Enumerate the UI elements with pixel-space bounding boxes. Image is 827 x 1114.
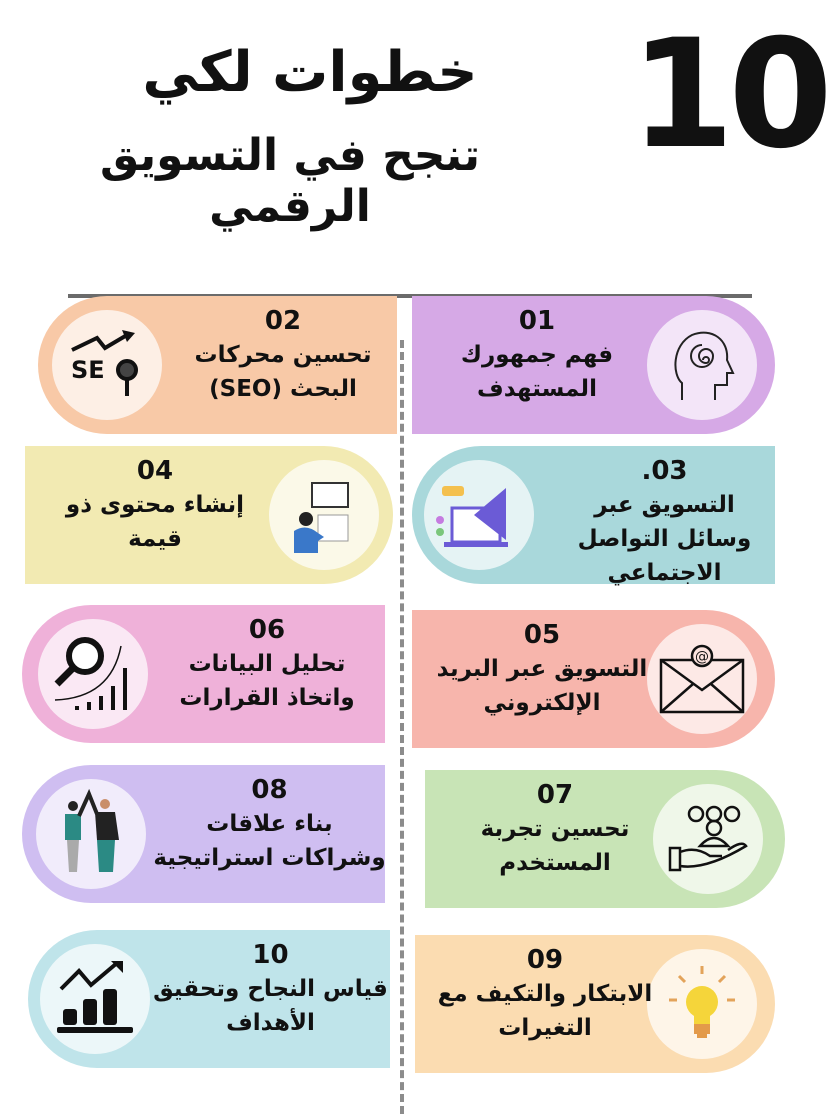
head-spiral-icon [647, 310, 757, 420]
step-number: 03. [641, 456, 688, 486]
step-number: 10 [252, 940, 289, 970]
step-card-04 [25, 446, 393, 584]
step-number: 09 [526, 945, 564, 975]
big-number: 10 [630, 8, 827, 182]
megaphone-icon [424, 460, 534, 570]
step-card-03 [412, 446, 775, 584]
step-number: 06 [248, 615, 286, 645]
dashed-center-line [400, 340, 404, 1114]
step-label: الابتكار والتكيف مع التغيرات [437, 981, 653, 1041]
step-label: تحسين محركات البحث (SEO) [194, 342, 372, 402]
step-card-02 [38, 296, 397, 434]
step-label: قياس النجاح وتحقيق الأهداف [153, 976, 388, 1036]
step-number: 01 [518, 306, 556, 336]
step-card-01 [412, 296, 775, 434]
step-card-06 [22, 605, 385, 743]
step-number: 07 [536, 780, 574, 810]
title-line-2: تنجح في التسويق الرقمي [100, 130, 480, 232]
data-analysis-icon [38, 619, 148, 729]
step-number: 08 [251, 775, 288, 805]
step-label: بناء علاقات وشراكات استراتيجية [153, 811, 386, 871]
step-label: التسويق عبر وسائل التواصل الاجتماعي [577, 492, 752, 586]
step-label: إنشاء محتوى ذو قيمة [65, 492, 245, 552]
step-number: 05 [523, 620, 561, 650]
title-line-1: خطوات لكي [142, 40, 478, 105]
step-number: 04 [136, 456, 174, 486]
step-card-09 [415, 935, 775, 1073]
content-creator-icon [269, 460, 379, 570]
growth-chart-icon [40, 944, 150, 1054]
step-card-05 [412, 610, 775, 748]
users-hand-icon [653, 784, 763, 894]
step-card-10 [28, 930, 390, 1068]
step-card-07 [425, 770, 785, 908]
svg-text:@: @ [695, 649, 709, 665]
email-icon [647, 624, 757, 734]
svg-text:SE: SE [71, 356, 105, 384]
step-label: تحليل البيانات واتخاذ القرارات [179, 651, 355, 711]
step-number: 02 [264, 306, 302, 336]
high-five-icon [36, 779, 146, 889]
step-label: التسويق عبر البريد الإلكتروني [436, 656, 648, 716]
step-label: تحسين تجربة المستخدم [480, 816, 630, 876]
seo-icon [52, 310, 162, 420]
step-label: فهم جمهورك المستهدف [460, 342, 614, 402]
step-card-08 [22, 765, 385, 903]
lightbulb-icon [647, 949, 757, 1059]
